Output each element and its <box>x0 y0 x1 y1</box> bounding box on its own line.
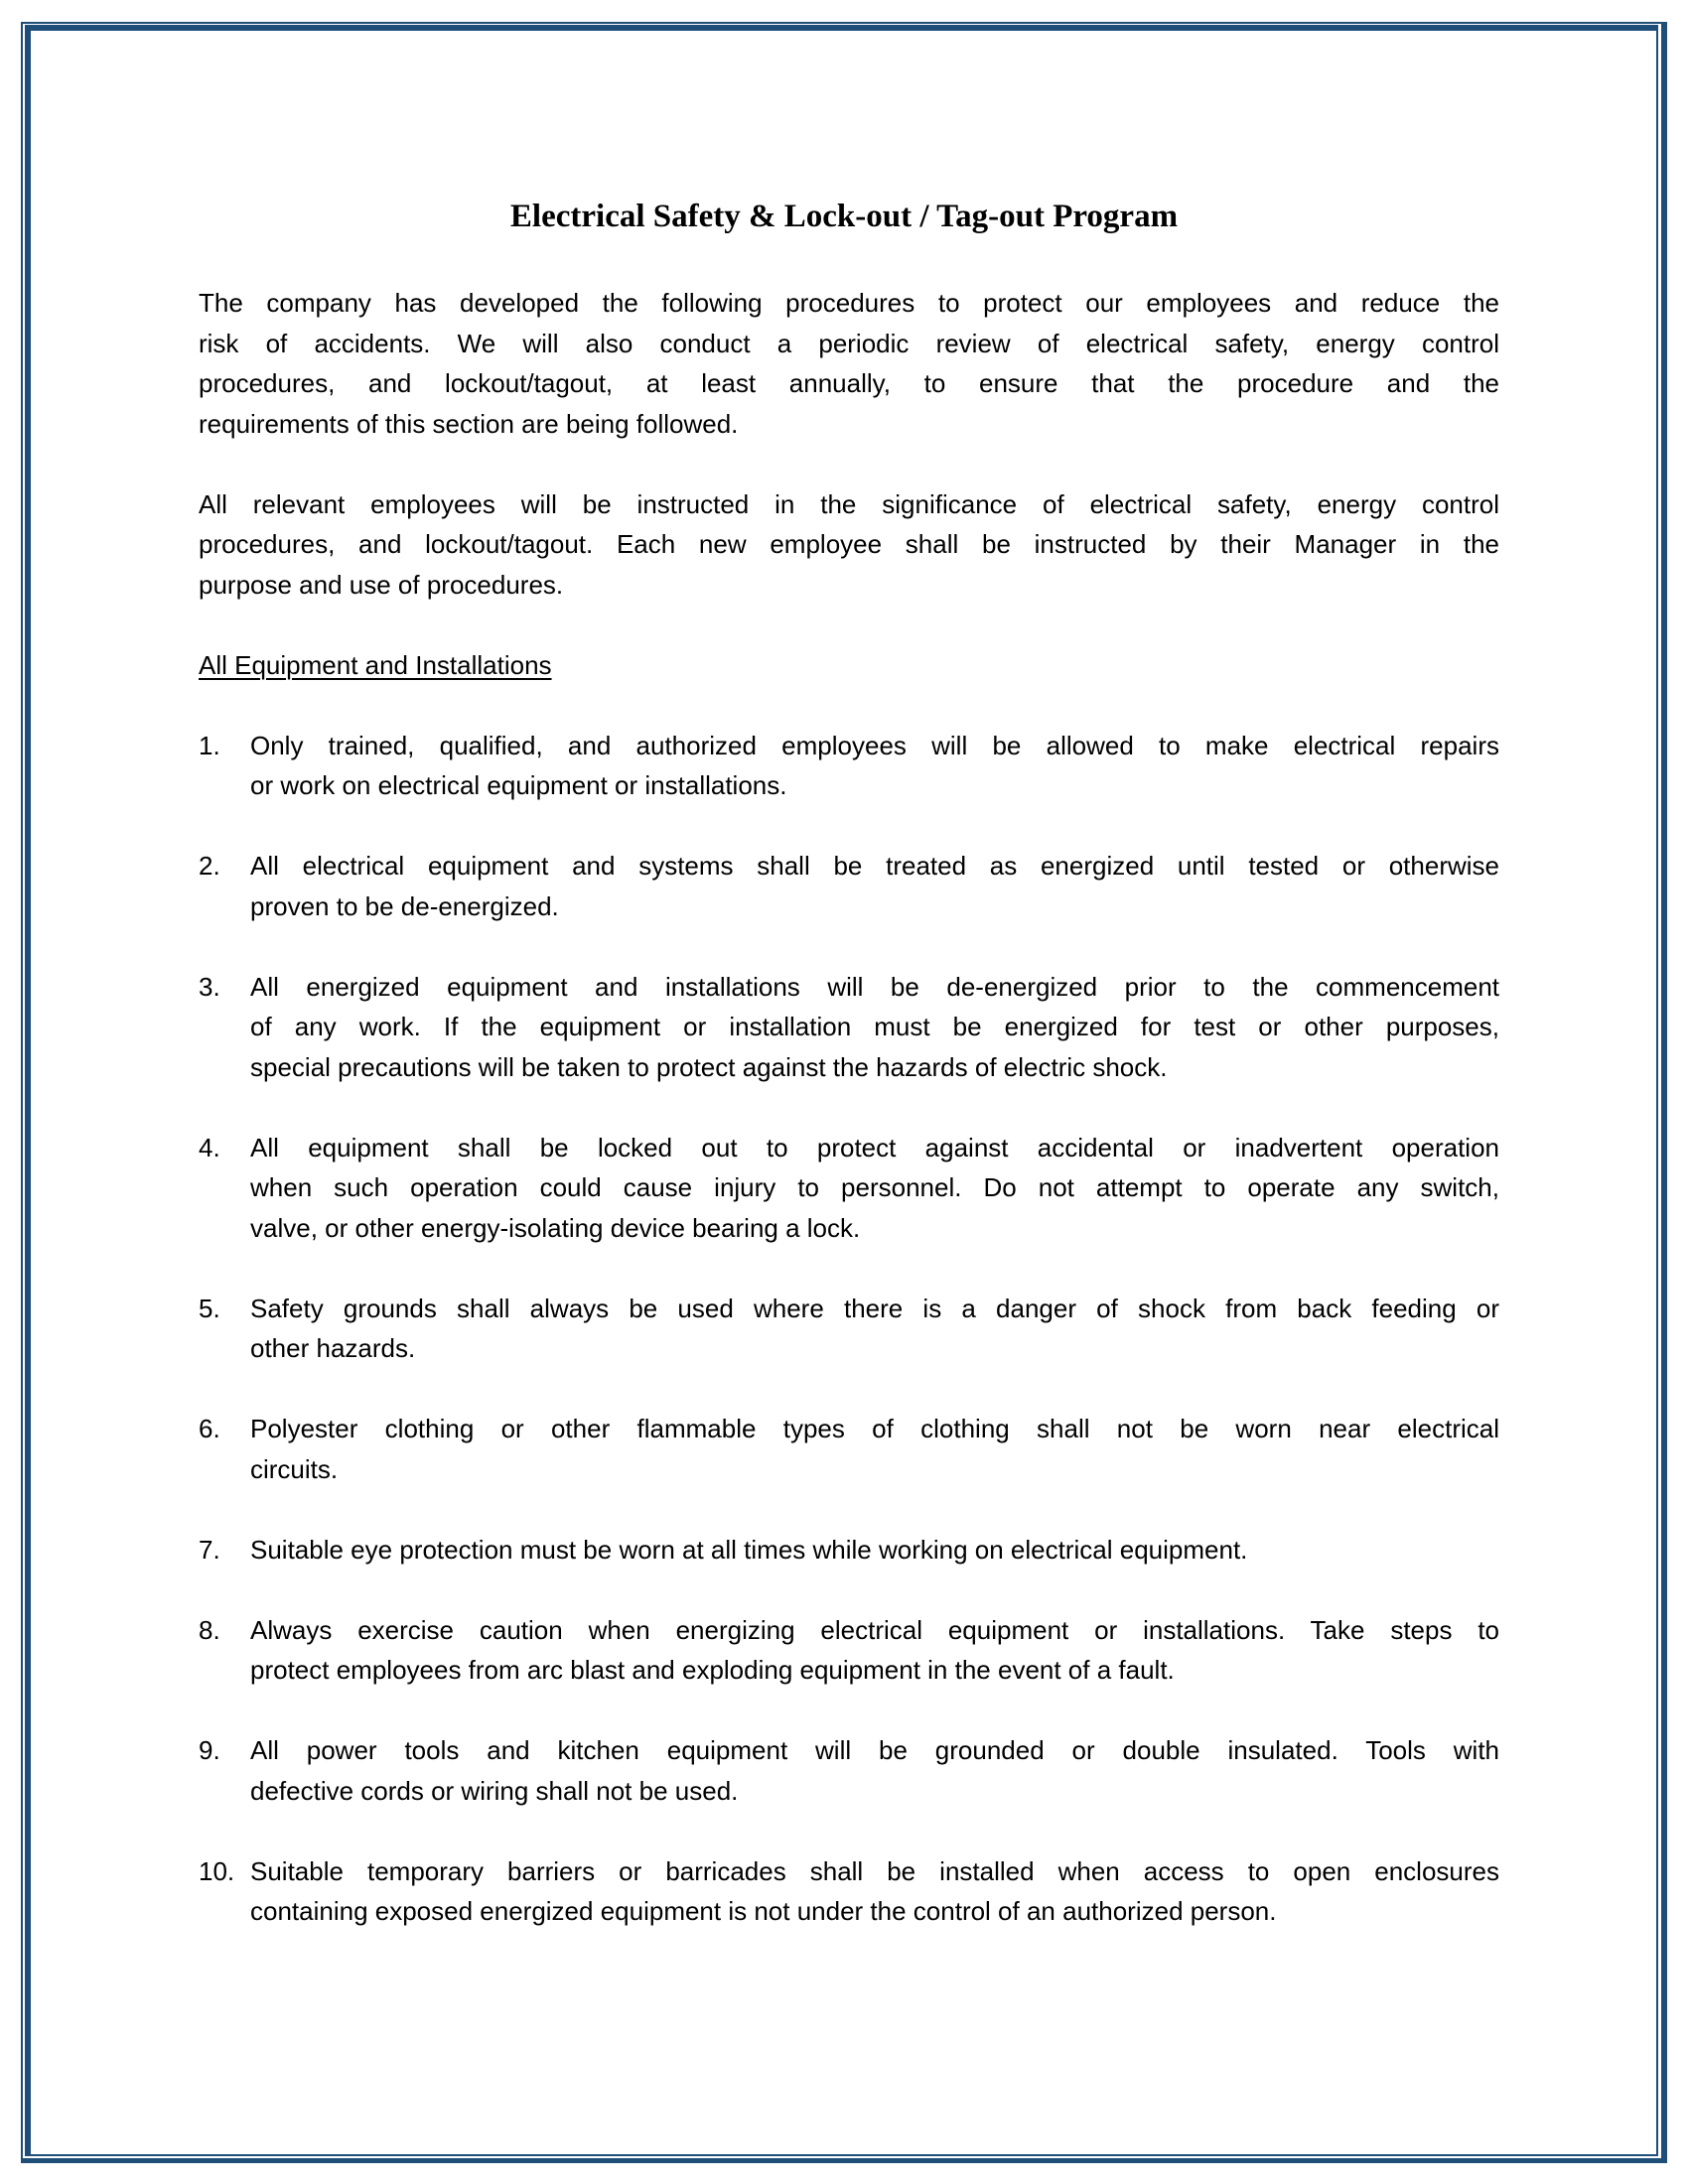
list-item-8 <box>199 1610 1499 1691</box>
list-item-line: other hazards. <box>250 1333 416 1363</box>
paragraph-line: All relevant employees will be instructed in the significance of electrical safety, energy control <box>199 488 1499 519</box>
document-body <box>199 283 1499 1972</box>
list-number: 2. <box>199 851 220 881</box>
list-number: 6. <box>199 1414 220 1443</box>
page-border-left-thin <box>21 22 23 2159</box>
list-number: 7. <box>199 1534 220 1565</box>
list-item-line: Always exercise caution when energizing electrical equipment or installations. Take steps to <box>250 1614 1499 1645</box>
page-border-bottom-thin <box>25 2154 1658 2156</box>
list-item-line: Only trained, qualified, and authorized employees will be allowed to make electrical repairs <box>250 730 1499 760</box>
list-item-2 <box>199 846 1499 926</box>
paragraph-line: procedures, and lockout/tagout. Each new employee shall be instructed by their Manager in the <box>199 529 1499 559</box>
list-item-line: circuits. <box>250 1453 339 1484</box>
intro-paragraph-1 <box>199 283 1499 444</box>
list-number: 9. <box>199 1735 220 1765</box>
document-title: Electrical Safety & Lock-out / Tag-out Program <box>509 199 1179 234</box>
list-item-line: Suitable temporary barriers or barricades shall be installed when access to open enclosures <box>250 1855 1499 1886</box>
list-number: 4. <box>199 1132 220 1162</box>
list-item-9 <box>199 1730 1499 1811</box>
list-item-6 <box>199 1409 1499 1489</box>
paragraph-line: purpose and use of procedures. <box>199 569 564 600</box>
list-number: 1. <box>199 730 220 760</box>
list-item-line: of any work. If the equipment or installation must be energized for test or other purposes, <box>250 1012 1499 1041</box>
list-item-4 <box>199 1128 1499 1249</box>
list-item-3 <box>199 967 1499 1088</box>
list-item-line: Suitable eye protection must be worn at all times while working on electrical equipment. <box>250 1534 1248 1565</box>
page-border-left-thick <box>25 25 31 2154</box>
page-border-top-thick <box>25 25 1656 31</box>
list-item-line: All equipment shall be locked out to protect against accidental or inadvertent operation <box>250 1132 1499 1162</box>
page-border-right-thick <box>1661 22 1667 2163</box>
list-item-1 <box>199 726 1499 806</box>
list-item-line: valve, or other energy-isolating device bearing a lock. <box>250 1212 861 1243</box>
list-number: 3. <box>199 971 220 1002</box>
list-item-5 <box>199 1289 1499 1369</box>
page-border-top-thin <box>21 22 1661 24</box>
page-border-bottom-thick <box>21 2158 1667 2163</box>
list-item-line: Polyester clothing or other flammable types of clothing shall not be worn near electrical <box>250 1414 1499 1443</box>
paragraph-line: The company has developed the following procedures to protect our employees and reduce the <box>199 288 1499 318</box>
paragraph-line: requirements of this section are being followed. <box>199 408 739 439</box>
list-item-line: or work on electrical equipment or installations. <box>250 770 787 800</box>
list-number: 10. <box>199 1855 235 1886</box>
list-number: 8. <box>199 1614 220 1645</box>
list-item-line: special precautions will be taken to protect against the hazards of electric shock. <box>250 1051 1168 1082</box>
section-heading: All Equipment and Installations <box>199 649 552 680</box>
list-item-line: defective cords or wiring shall not be used. <box>250 1775 739 1806</box>
list-item-line: proven to be de-energized. <box>250 890 559 921</box>
list-item-line: when such operation could cause injury to personnel. Do not attempt to operate any switch, <box>250 1172 1499 1202</box>
paragraph-line: risk of accidents. We will also conduct a periodic review of electrical safety, energy control <box>199 328 1499 358</box>
list-item-7 <box>199 1530 1499 1570</box>
list-item-line: All electrical equipment and systems shall be treated as energized until tested or otherwise <box>250 851 1499 881</box>
list-item-line: All power tools and kitchen equipment will be grounded or double insulated. Tools with <box>250 1735 1499 1765</box>
paragraph-line: procedures, and lockout/tagout, at least annually, to ensure that the procedure and the <box>199 368 1499 398</box>
list-item-line: protect employees from arc blast and exploding equipment in the event of a fault. <box>250 1655 1175 1685</box>
list-number: 5. <box>199 1293 220 1323</box>
intro-paragraph-2 <box>199 484 1499 606</box>
list-item-line: containing exposed energized equipment is not under the control of an authorized person. <box>250 1896 1277 1926</box>
list-item-10 <box>199 1851 1499 1932</box>
list-item-line: All energized equipment and installations will be de-energized prior to the commencement <box>250 971 1499 1002</box>
page-border-right-thin <box>1656 25 1658 2156</box>
equipment-rules-list <box>199 726 1499 1932</box>
list-item-line: Safety grounds shall always be used where there is a danger of shock from back feeding or <box>250 1293 1499 1323</box>
